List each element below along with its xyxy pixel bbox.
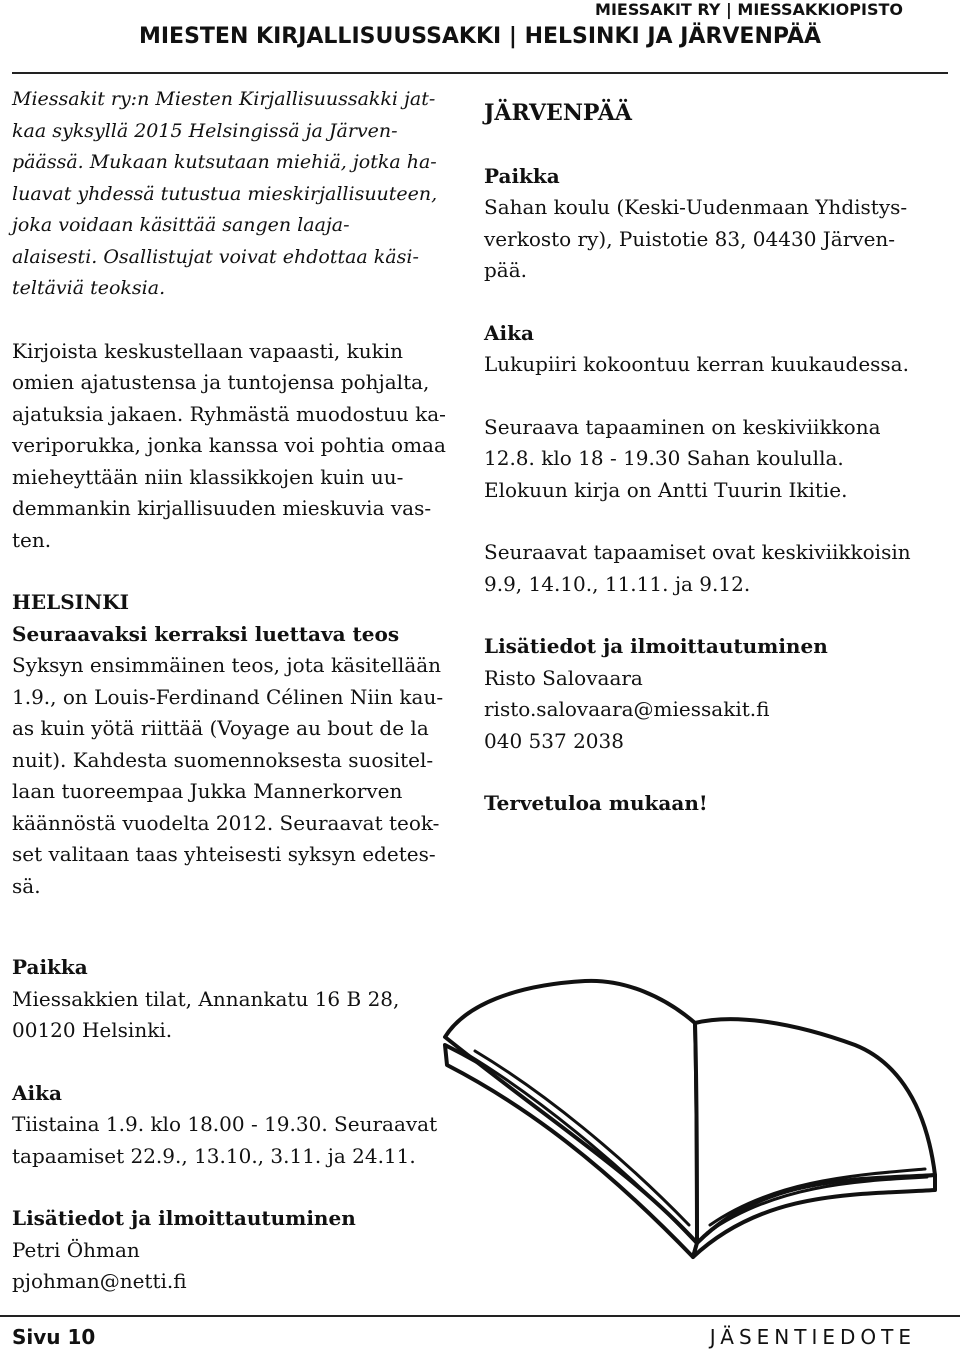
page-title: MIESTEN KIRJALLISUUSSAKKI | HELSINKI JA JÄRVENPÄÄ xyxy=(138,24,822,49)
helsinki-place-line: Miessakkien tilat, Annankatu 16 B 28, xyxy=(12,986,400,1011)
jarvenpaa-place-line: Sahan koulu (Keski-Uudenmaan Yhdistys- xyxy=(484,195,908,219)
next-book-heading: Seuraavaksi kerraksi luettava teos xyxy=(12,621,400,646)
helsinki-time-heading: Aika xyxy=(12,1080,62,1105)
jarvenpaa-contact-phone: 040 537 2038 xyxy=(484,728,624,753)
body-line: mieheyttään niin klassikkojen kuin uu- xyxy=(12,464,404,489)
body-line: demmankin kirjallisuuden mieskuvia vas- xyxy=(12,496,432,520)
helsinki-time-line: tapaamiset 22.9., 13.10., 3.11. ja 24.11. xyxy=(12,1143,416,1168)
header-kicker: MIESSAKIT RY | MIESSAKKIOPISTO xyxy=(595,0,903,19)
helsinki-place-heading: Paikka xyxy=(12,955,88,979)
body-line: ajatuksia jakaen. Ryhmästä muodostuu ka- xyxy=(12,401,446,426)
next-book-line: Syksyn ensimmäinen teos, jota käsitellään xyxy=(12,653,442,677)
next-book-paragraph xyxy=(12,650,452,902)
helsinki-contact-email: pjohman@netti.fi xyxy=(12,1269,187,1293)
intro-paragraph xyxy=(12,84,452,305)
next-book-line: laan tuoreempaa Jukka Mannerkorven xyxy=(12,779,403,803)
left-column xyxy=(12,84,452,902)
intro-line: Miessakit ry:n Miesten Kirjallisuussakki jat- xyxy=(12,88,436,110)
next-book-line: nuit). Kahdesta suomennoksesta suositel- xyxy=(12,747,434,772)
next-book-line: sä. xyxy=(12,873,41,898)
body-line: omien ajatustensa ja tuntojensa pohjalta, xyxy=(12,370,430,394)
helsinki-details xyxy=(12,952,452,1298)
body-line: ten. xyxy=(12,527,52,552)
future-meetings-line: Seuraavat tapaamiset ovat keskiviikkoisin xyxy=(484,540,911,564)
publication-name: JÄSENTIEDOTE xyxy=(709,1325,916,1349)
intro-line: alaisesti. Osallistujat voivat ehdottaa käsi- xyxy=(12,245,419,268)
footer-divider xyxy=(0,1315,960,1317)
next-meeting-line: 12.8. klo 18 - 19.30 Sahan koululla. xyxy=(484,446,844,470)
helsinki-heading: HELSINKI xyxy=(12,590,130,614)
welcome-text: Tervetuloa mukaan! xyxy=(484,791,708,815)
body-line: veriporukka, jonka kanssa voi pohtia omaa xyxy=(12,433,446,457)
body-line: Kirjoista keskustellaan vapaasti, kukin xyxy=(12,338,404,363)
next-book-line: set valitaan taas yhteisesti syksyn edetes- xyxy=(12,842,436,866)
next-book-line: as kuin yötä riittää (Voyage au bout de la xyxy=(12,716,429,740)
helsinki-place-line: 00120 Helsinki. xyxy=(12,1018,173,1042)
next-meeting-line: Elokuun kirja on Antti Tuurin Ikitie. xyxy=(484,477,848,502)
jarvenpaa-time-line: Lukupiiri kokoontuu kerran kuukaudessa. xyxy=(484,352,909,376)
jarvenpaa-place-line: pää. xyxy=(484,258,528,282)
helsinki-info-heading: Lisätiedot ja ilmoittautuminen xyxy=(12,1206,356,1230)
intro-line: päässä. Mukaan kutsutaan miehiä, jotka ha- xyxy=(12,151,437,173)
body-paragraph xyxy=(12,336,452,557)
intro-line: teltäviä teoksia. xyxy=(12,277,166,299)
jarvenpaa-place-heading: Paikka xyxy=(484,163,560,188)
future-meetings-line: 9.9, 14.10., 11.11. ja 9.12. xyxy=(484,571,751,596)
jarvenpaa-time-heading: Aika xyxy=(484,320,534,345)
next-book-line: 1.9., on Louis-Ferdinand Célinen Niin kau- xyxy=(12,684,444,709)
open-book-icon xyxy=(435,975,947,1280)
intro-line: luavat yhdessä tutustua mieskirjallisuuteen, xyxy=(12,182,438,205)
page-number: Sivu 10 xyxy=(12,1325,96,1349)
helsinki-time-line: Tiistaina 1.9. klo 18.00 - 19.30. Seuraavat xyxy=(12,1112,438,1136)
intro-line: joka voidaan käsittää sangen laaja- xyxy=(12,214,350,236)
right-column xyxy=(484,98,950,820)
jarvenpaa-place-line: verkosto ry), Puistotie 83, 04430 Järven- xyxy=(484,226,896,251)
next-meeting-line: Seuraava tapaaminen on keskiviikkona xyxy=(484,414,881,439)
header-divider xyxy=(12,72,948,74)
intro-line: kaa syksyllä 2015 Helsingissä ja Järven- xyxy=(12,119,398,142)
jarvenpaa-contact-email: risto.salovaara@miessakit.fi xyxy=(484,697,770,721)
jarvenpaa-heading: JÄRVENPÄÄ xyxy=(484,100,633,126)
jarvenpaa-info-heading: Lisätiedot ja ilmoittautuminen xyxy=(484,634,828,658)
jarvenpaa-contact-name: Risto Salovaara xyxy=(484,665,643,690)
next-book-line: käännöstä vuodelta 2012. Seuraavat teok- xyxy=(12,810,440,835)
helsinki-contact-name: Petri Öhman xyxy=(12,1237,140,1262)
